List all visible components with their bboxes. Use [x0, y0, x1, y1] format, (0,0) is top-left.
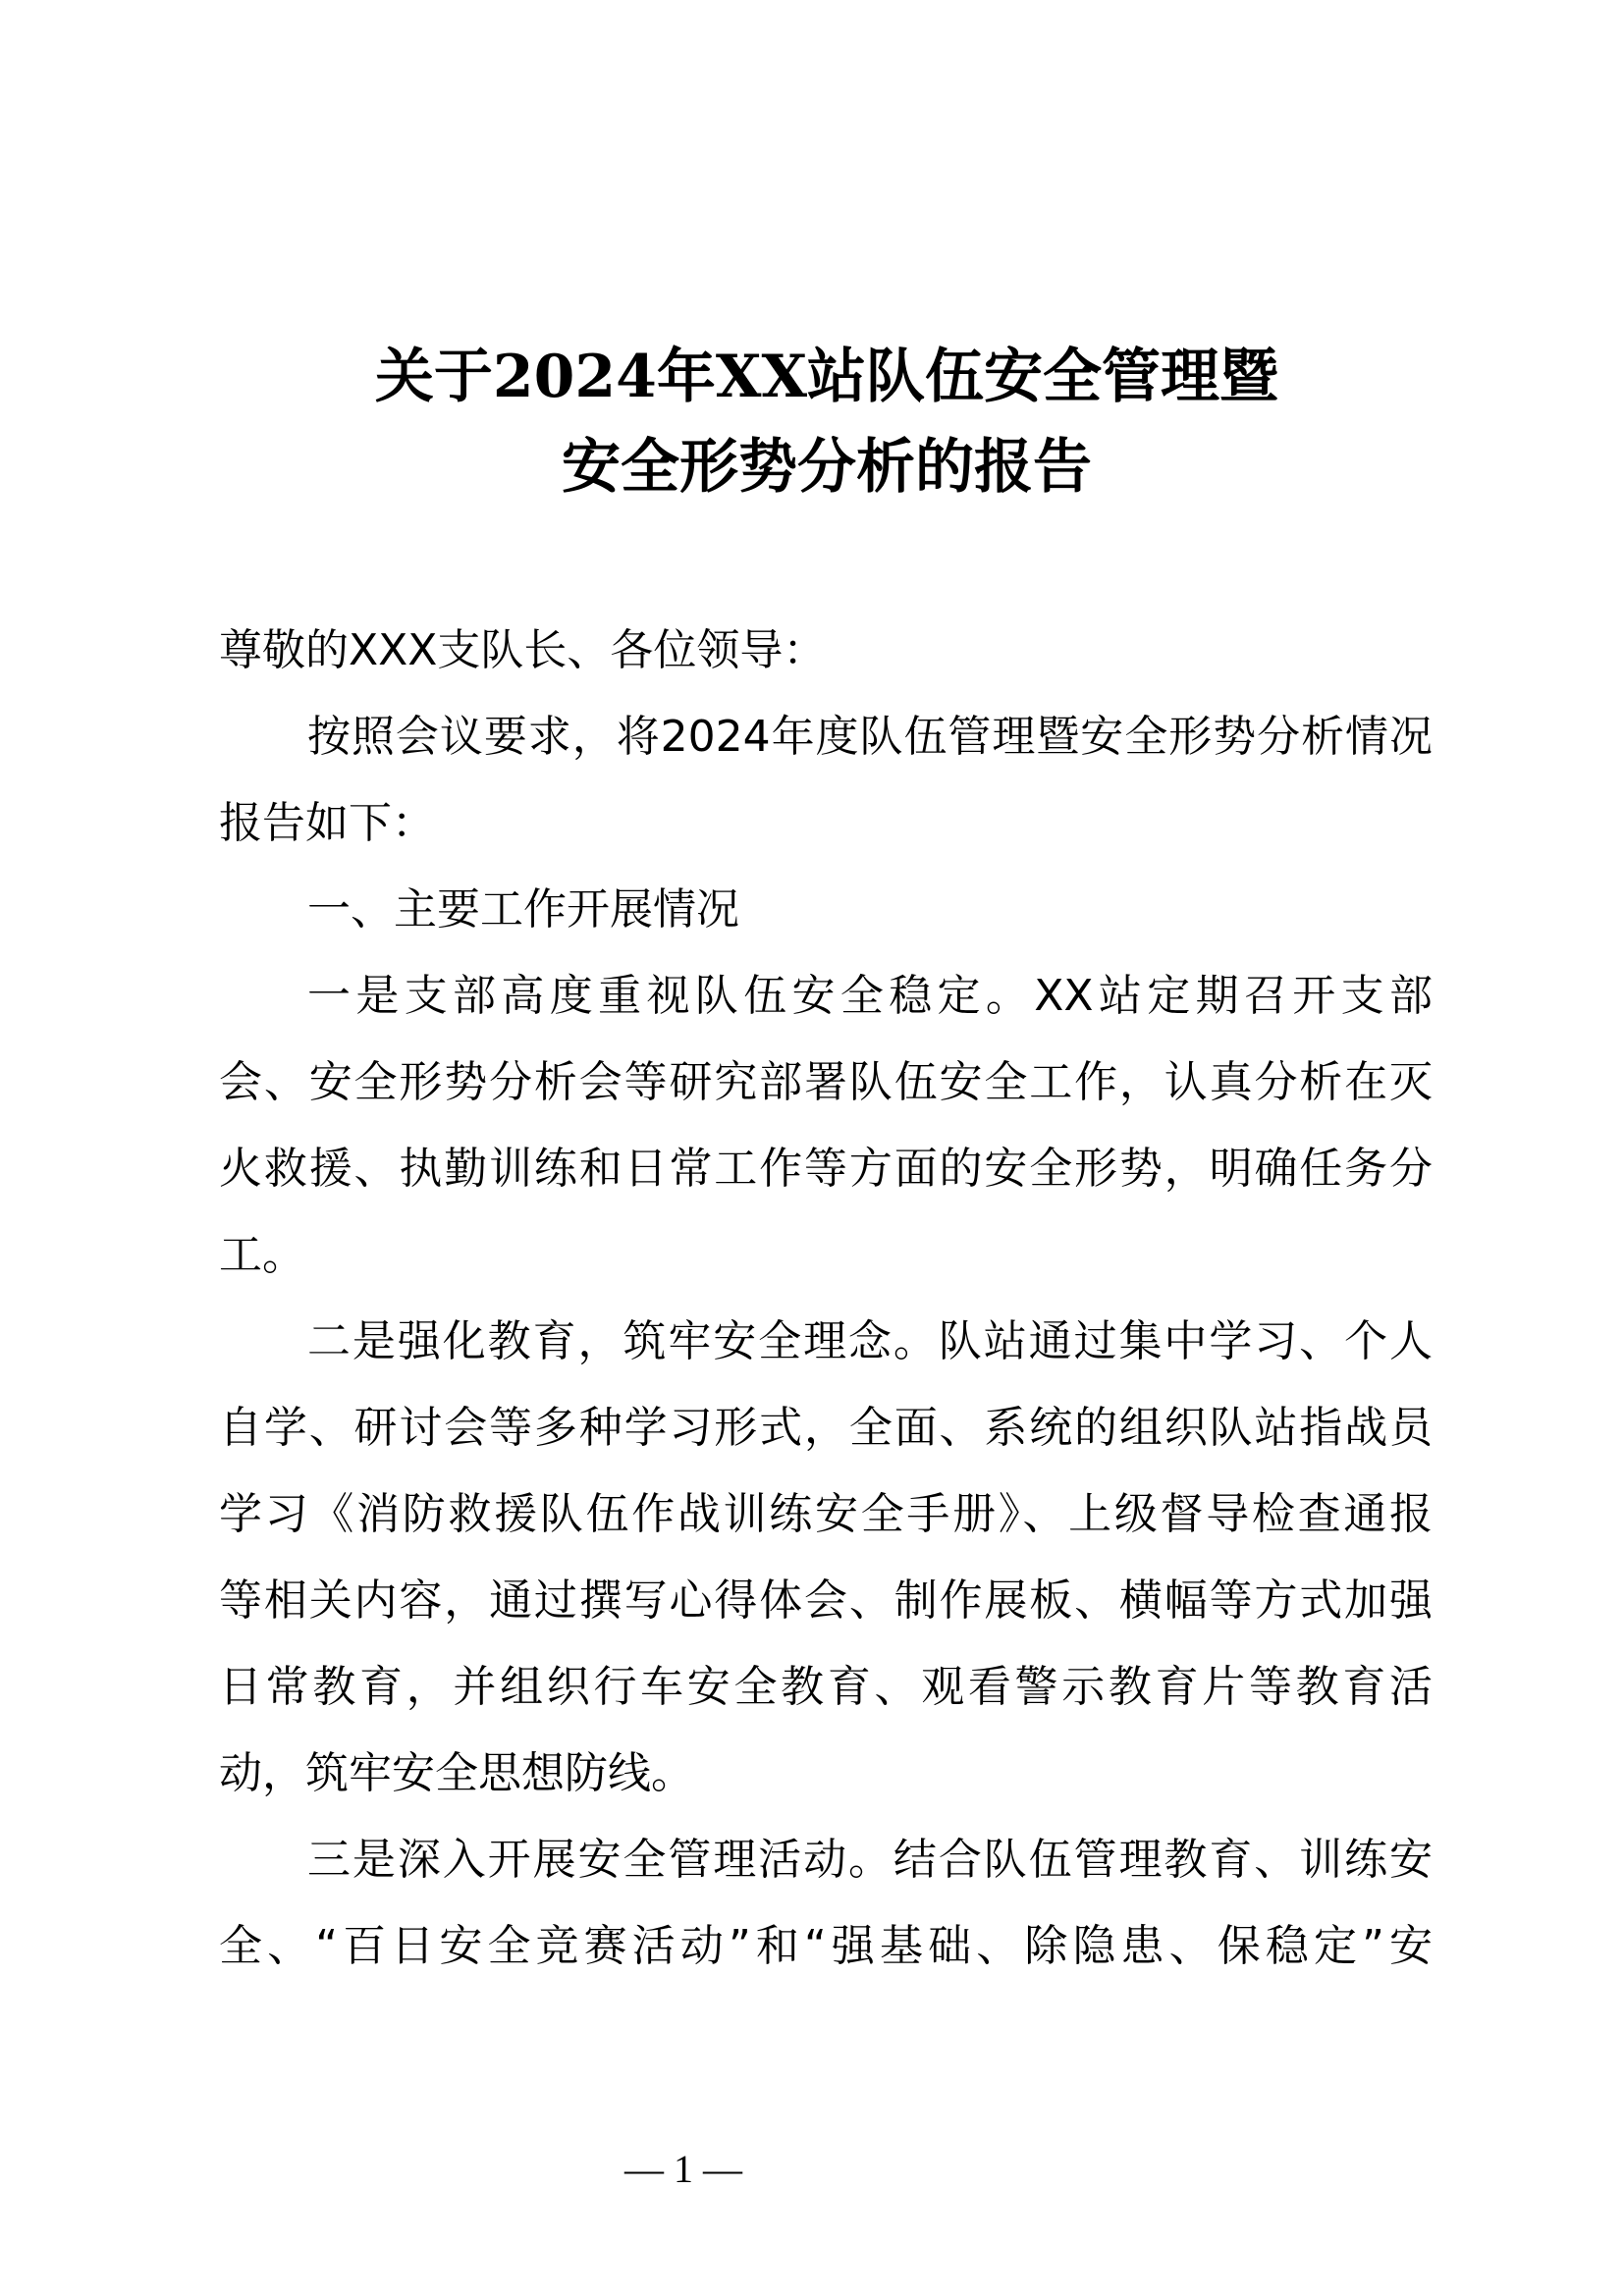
salutation: 尊敬的XXX支队长、各位领导： — [219, 625, 827, 675]
text-line: 等相关内容，通过撰写心得体会、制作展板、横幅等方式加强 — [219, 1575, 1433, 1626]
text-line: 学习《消防救援队伍作战训练安全手册》、上级督导检查通报 — [219, 1489, 1433, 1539]
paragraph-1 — [219, 953, 1433, 1299]
text-line: 全、“百日安全竞赛活动”和“强基础、除隐患、保稳定”安 — [219, 1921, 1433, 1971]
text-line: 日常教育，并组织行车安全教育、观看警示教育片等教育活 — [219, 1662, 1433, 1712]
text-line: 一是支部高度重视队伍安全稳定。XX站定期召开支部 — [307, 971, 1433, 1021]
paragraph-2 — [219, 1299, 1433, 1817]
title-line: 安全形势分析的报告 — [562, 433, 1092, 502]
document-title — [0, 332, 1624, 512]
text-line: 火救援、执勤训练和日常工作等方面的安全形势，明确任务分 — [219, 1144, 1433, 1194]
text-line: 会、安全形势分析会等研究部署队伍安全工作，认真分析在灭 — [219, 1057, 1433, 1107]
page-number: — 1 — — [624, 2147, 742, 2191]
text-line: 自学、研讨会等多种学习形式，全面、系统的组织队站指战员 — [219, 1403, 1433, 1453]
section-heading — [219, 867, 1433, 953]
text-line: 报告如下： — [219, 798, 435, 848]
title-line: 关于2024年XX站队伍安全管理暨 — [374, 343, 1279, 411]
text-line: 按照会议要求，将2024年度队伍管理暨安全形势分析情况 — [307, 712, 1433, 762]
paragraph-3 — [219, 1817, 1433, 1990]
text-line: 工。 — [219, 1230, 305, 1280]
text-line: 动，筑牢安全思想防线。 — [219, 1748, 694, 1798]
paragraph-intro — [219, 694, 1433, 867]
text-line: 二是强化教育，筑牢安全理念。队站通过集中学习、个人 — [307, 1316, 1433, 1366]
document-body — [219, 608, 1433, 1990]
text-line: 一、主要工作开展情况 — [307, 884, 739, 934]
text-line: 三是深入开展安全管理活动。结合队伍管理教育、训练安 — [307, 1835, 1433, 1885]
